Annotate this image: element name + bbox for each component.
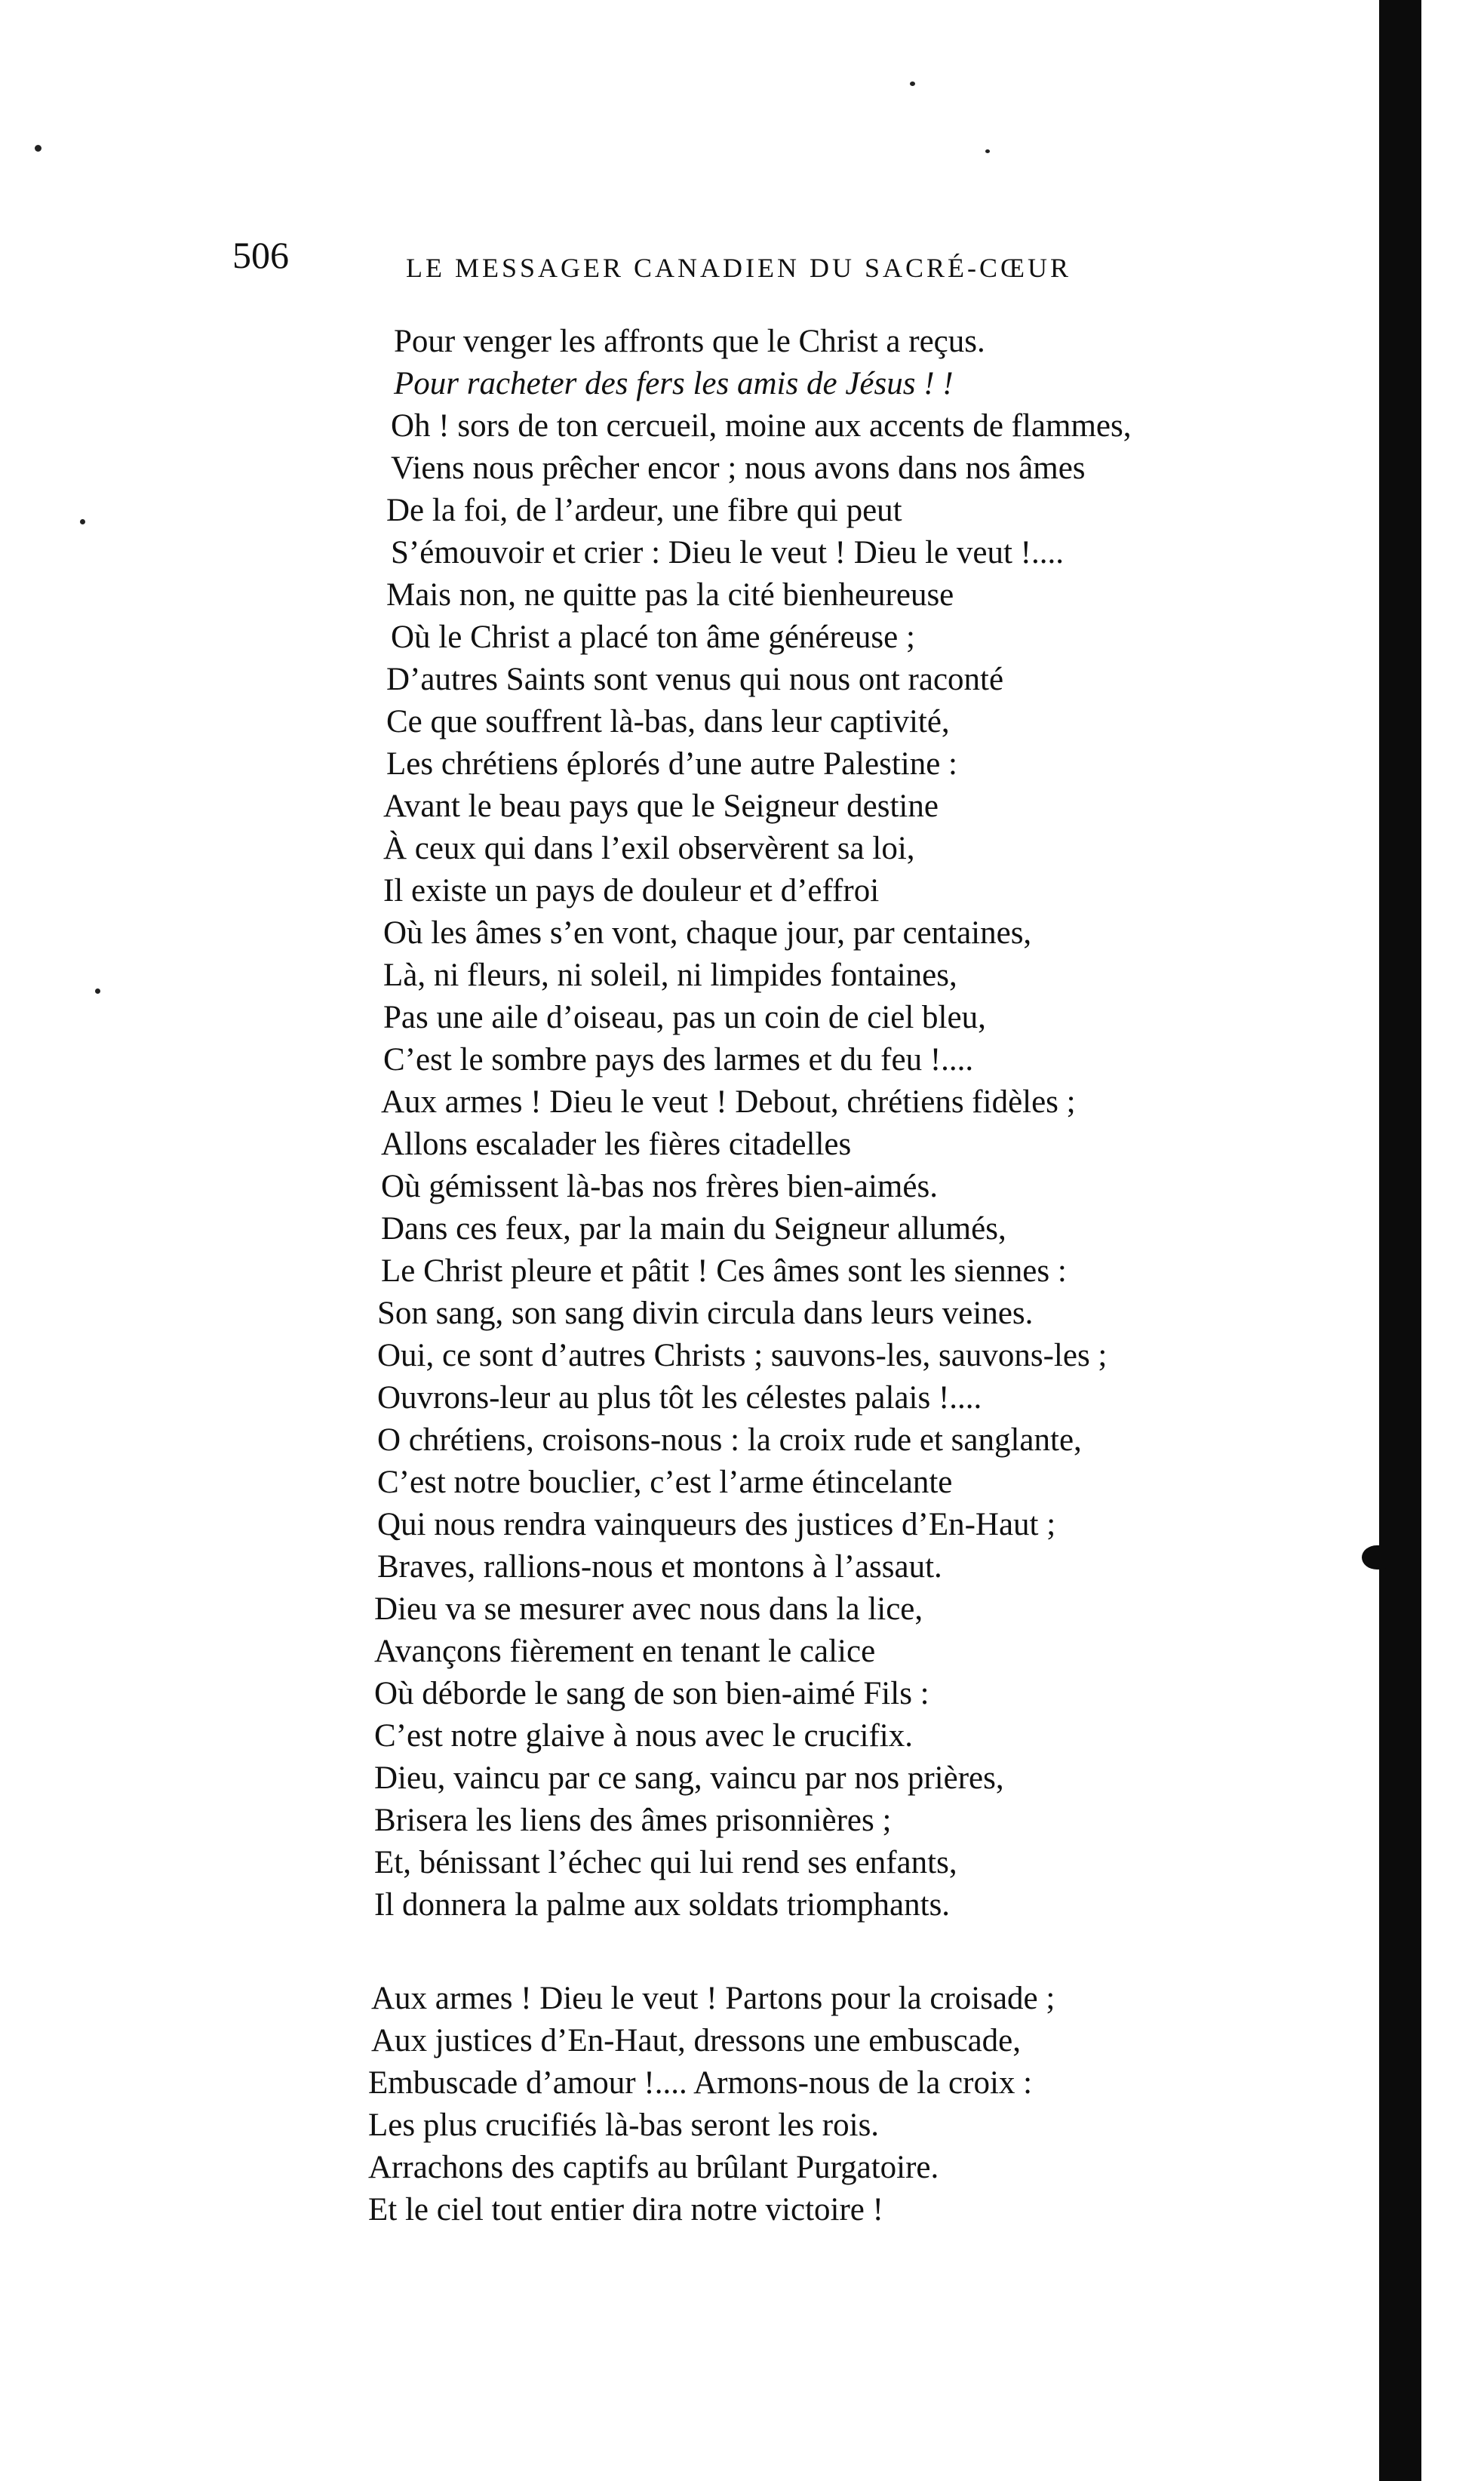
- verse-line: S’émouvoir et crier : Dieu le veut ! Dieu le veut !....: [391, 535, 1064, 570]
- verse-line: Arrachons des captifs au brûlant Purgatoire.: [368, 2150, 939, 2185]
- verse-line: Avant le beau pays que le Seigneur destine: [383, 789, 939, 824]
- verse-line: Braves, rallions-nous et montons à l’assaut.: [377, 1549, 942, 1585]
- verse-line: C’est notre bouclier, c’est l’arme étincelante: [377, 1465, 953, 1500]
- verse-line: Allons escalader les fières citadelles: [381, 1127, 852, 1162]
- verse-line: Oh ! sors de ton cercueil, moine aux accents de flammes,: [391, 408, 1132, 444]
- verse-line: Où déborde le sang de son bien-aimé Fils :: [374, 1676, 929, 1711]
- verse-line: Viens nous prêcher encor ; nous avons dans nos âmes: [391, 450, 1086, 486]
- verse-line: D’autres Saints sont venus qui nous ont raconté: [386, 662, 1004, 697]
- scan-edge-shadow: [1379, 0, 1421, 2481]
- verse-line: Embuscade d’amour !.... Armons-nous de la croix :: [368, 2065, 1033, 2101]
- verse-line: Les plus crucifiés là-bas seront les rois.: [368, 2107, 880, 2143]
- verse-line: Le Christ pleure et pâtit ! Ces âmes sont les siennes :: [381, 1253, 1067, 1289]
- verse-line: À ceux qui dans l’exil observèrent sa loi,: [383, 831, 915, 866]
- verse-line: Aux armes ! Dieu le veut ! Debout, chrétiens fidèles ;: [381, 1084, 1076, 1120]
- verse-line: Ouvrons-leur au plus tôt les célestes palais !....: [377, 1380, 982, 1416]
- verse-line: Mais non, ne quitte pas la cité bienheureuse: [386, 577, 954, 613]
- verse-line: Qui nous rendra vainqueurs des justices d’En-Haut ;: [377, 1507, 1056, 1542]
- page-number: 506: [232, 234, 289, 276]
- scan-speck: [95, 988, 100, 994]
- verse-line: C’est le sombre pays des larmes et du feu !....: [383, 1042, 974, 1078]
- verse-line: Avançons fièrement en tenant le calice: [374, 1634, 876, 1669]
- verse-line: C’est notre glaive à nous avec le crucifix.: [374, 1718, 913, 1754]
- verse-line: Où le Christ a placé ton âme généreuse ;: [391, 619, 915, 655]
- scan-edge-blot: [1362, 1545, 1392, 1569]
- running-head: LE MESSAGER CANADIEN DU SACRÉ-CŒUR: [406, 253, 1072, 283]
- scan-speck: [35, 145, 41, 152]
- scan-speck: [80, 519, 85, 524]
- verse-line: Il existe un pays de douleur et d’effroi: [383, 873, 880, 908]
- verse-line: Ce que souffrent là-bas, dans leur captivité,: [386, 704, 950, 739]
- scan-speck: [985, 149, 990, 153]
- verse-line: Où les âmes s’en vont, chaque jour, par centaines,: [383, 915, 1032, 951]
- verse-line: Là, ni fleurs, ni soleil, ni limpides fontaines,: [383, 958, 957, 993]
- verse-line: Pour racheter des fers les amis de Jésus ! !: [394, 366, 954, 401]
- scan-speck: [910, 81, 915, 86]
- verse-line: O chrétiens, croisons-nous : la croix rude et sanglante,: [377, 1422, 1082, 1458]
- verse-line: Dieu, vaincu par ce sang, vaincu par nos prières,: [374, 1760, 1004, 1796]
- verse-line: Dieu va se mesurer avec nous dans la lice,: [374, 1591, 923, 1627]
- verse-line: Pour venger les affronts que le Christ a reçus.: [394, 324, 985, 359]
- verse-line: Où gémissent là-bas nos frères bien-aimés.: [381, 1169, 938, 1204]
- verse-line: Pas une aile d’oiseau, pas un coin de ciel bleu,: [383, 1000, 986, 1035]
- verse-line: Aux justices d’En-Haut, dressons une embuscade,: [371, 2023, 1021, 2058]
- verse-line: Oui, ce sont d’autres Christs ; sauvons-les, sauvons-les ;: [377, 1338, 1108, 1373]
- verse-line: Et, bénissant l’échec qui lui rend ses enfants,: [374, 1845, 957, 1880]
- verse-line: Les chrétiens éplorés d’une autre Palestine :: [386, 746, 957, 782]
- verse-line: Il donnera la palme aux soldats triomphants.: [374, 1887, 951, 1923]
- verse-line: Brisera les liens des âmes prisonnières ;: [374, 1803, 892, 1838]
- verse-line: Dans ces feux, par la main du Seigneur allumés,: [381, 1211, 1006, 1247]
- verse-line: Et le ciel tout entier dira notre victoire !: [368, 2192, 883, 2227]
- verse-line: De la foi, de l’ardeur, une fibre qui peut: [386, 493, 902, 528]
- verse-line: Son sang, son sang divin circula dans leurs veines.: [377, 1296, 1034, 1331]
- verse-line: Aux armes ! Dieu le veut ! Partons pour la croisade ;: [371, 1981, 1055, 2016]
